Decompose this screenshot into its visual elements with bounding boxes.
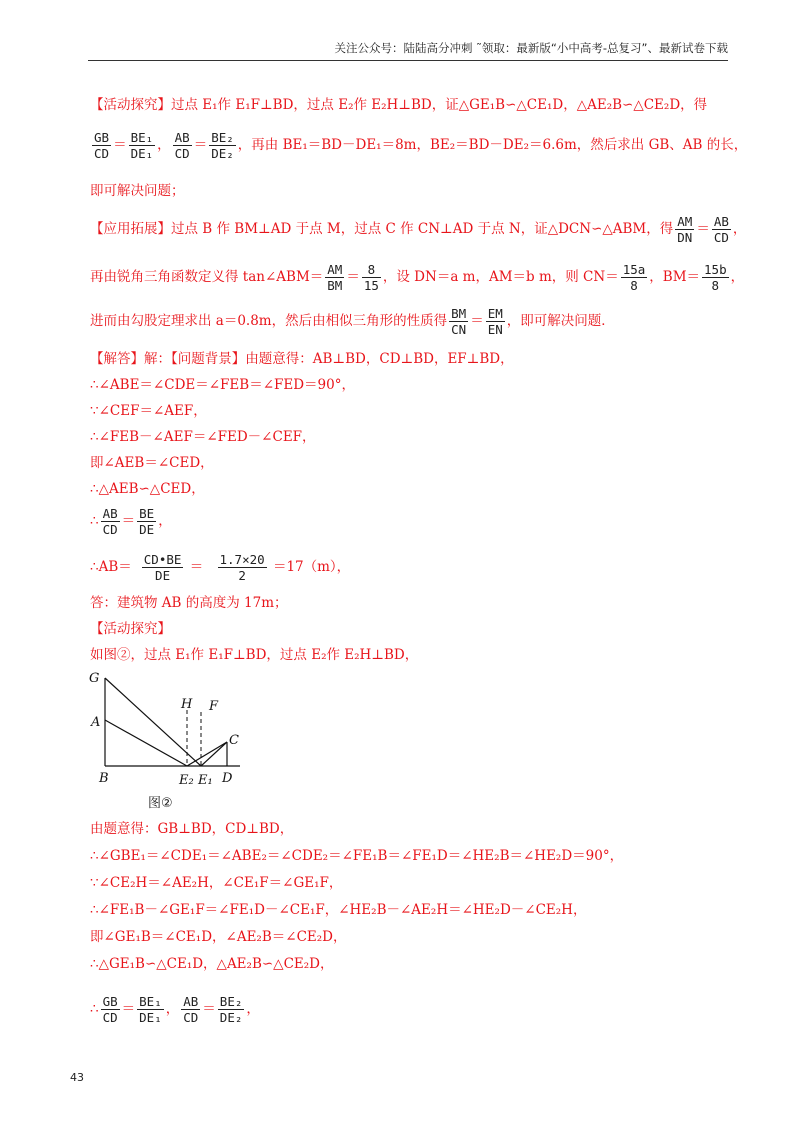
text-line: ∴△GE₁B∽△CE₁D，△AE₂B∽△CE₂D， <box>90 956 334 972</box>
ray-a-e2 <box>105 720 187 766</box>
fraction: $\frac{8}{15}$ <box>363 262 379 293</box>
text-line-fractions: 再由锐角三角函数定义得 tan∠ABM＝ $\frac{AM}{BM}$ ＝ $\frac{8}{15}$ ，设 DN＝a m，AM＝b m，则 CN＝ $\frac{15a}{8}$ ，BM＝ $\frac{15b}{8}$ ， <box>90 262 745 293</box>
text-line-fractions: ∴ $\frac{GB}{CD}$ ＝ $\frac{\text{BE₁}}{\text{DE₁}}$ ， $\frac{AB}{CD}$ ＝ $\frac{\text{BE₂}}{\text{DE₂}}$ ， <box>90 994 260 1025</box>
text-line: ∴∠FE₁B－∠GE₁F＝∠FE₁D－∠CE₁F，∠HE₂B－∠AE₂H＝∠HE₂D－∠CE₂H， <box>90 902 587 918</box>
text-line: ∴∠GBE₁＝∠CDE₁＝∠ABE₂＝∠CDE₂＝∠FE₁B＝∠FE₁D＝∠HE₂B＝∠HE₂D＝90°， <box>90 848 624 864</box>
label-a: A <box>91 715 101 730</box>
text-line: 【活动探究】 <box>90 621 171 637</box>
label-d: D <box>222 771 233 786</box>
text-line: 答：建筑物 AB 的高度为 17m； <box>90 595 288 611</box>
text-line: 即∠AEB＝∠CED， <box>90 455 214 471</box>
fraction: $\frac{AB}{CD}$ <box>174 130 190 161</box>
fraction: $\frac{CD•BE}{DE}$ <box>143 552 182 583</box>
text-line: ∵∠CEF＝∠AEF， <box>90 403 207 419</box>
text-line-fractions: $\frac{GB}{CD}$ ＝ $\frac{\text{BE₁}}{\text{DE₁}}$ ， $\frac{AB}{CD}$ ＝ $\frac{\text{BE₂}}{\text{DE₂}}$ ，再由 BE₁＝BD－DE₁＝8m，BE₂＝BD－DE₂＝6.6m，然后求出 GB、AB 的长， <box>94 130 748 161</box>
text-line-fractions: 进而由勾股定理求出 a＝0.8m，然后由相似三角形的性质得 $\frac{BM}{CN}$ ＝ $\frac{EM}{EN}$ ，即可解决问题． <box>90 306 615 337</box>
label-c: C <box>229 733 239 748</box>
fraction: $\frac{AM}{BM}$ <box>327 262 343 293</box>
text-line: 如图②，过点 E₁作 E₁F⊥BD，过点 E₂作 E₂H⊥BD， <box>90 647 419 663</box>
text-line: ∴∠FEB－∠AEF＝∠FED－∠CEF， <box>90 429 316 445</box>
text-line-fractions: 【应用拓展】过点 B 作 BM⊥AD 于点 M，过点 C 作 CN⊥AD 于点 N，证△DCN∽△ABM，得 $\frac{AM}{DN}$ ＝ $\frac{AB}{CD}$ ， <box>90 214 747 245</box>
fraction: $\frac{GB}{CD}$ <box>102 994 118 1025</box>
fraction: $\frac{AB}{CD}$ <box>183 994 199 1025</box>
fraction: $\frac{EM}{EN}$ <box>487 306 503 337</box>
text-line-fractions: ∴ $\frac{AB}{CD}$ ＝ $\frac{BE}{DE}$ ， <box>90 506 172 537</box>
fraction: $\frac{AM}{DN}$ <box>677 214 693 245</box>
label-b: B <box>99 771 109 786</box>
text-line: 【活动探究】过点 E₁作 E₁F⊥BD，过点 E₂作 E₂H⊥BD，证△GE₁B∽△CE₁D，△AE₂B∽△CE₂D，得 <box>90 97 708 113</box>
figure-caption: 图② <box>148 796 173 811</box>
text-line: ∵∠CE₂H＝∠AE₂H，∠CE₁F＝∠GE₁F， <box>90 875 343 891</box>
fraction: $\frac{BE}{DE}$ <box>139 506 155 537</box>
fraction: $\frac{AB}{CD}$ <box>102 506 118 537</box>
label-g: G <box>89 671 100 686</box>
fraction: $\frac{\text{BE₁}}{\text{DE₁}}$ <box>130 130 154 161</box>
page-number: 43 <box>70 1071 84 1084</box>
label-h: H <box>181 697 193 712</box>
fraction: $\frac{BM}{CN}$ <box>451 306 467 337</box>
label-e1: E₁ <box>198 773 213 788</box>
label-f: F <box>209 699 219 714</box>
text-line: ∴∠ABE＝∠CDE＝∠FEB＝∠FED＝90°， <box>90 377 355 393</box>
text-line: 【解答】解：【问题背景】由题意得：AB⊥BD，CD⊥BD，EF⊥BD， <box>90 351 514 367</box>
text-line: ∴△AEB∽△CED， <box>90 481 205 497</box>
geometry-figure <box>85 668 265 798</box>
fraction: $\frac{15a}{8}$ <box>622 262 646 293</box>
fraction: $\frac{AB}{CD}$ <box>713 214 729 245</box>
ray-e1-c <box>201 742 227 766</box>
text-line: 由题意得：GB⊥BD，CD⊥BD， <box>90 821 294 837</box>
text-line: 即∠GE₁B＝∠CE₁D，∠AE₂B＝∠CE₂D， <box>90 929 347 945</box>
fraction: $\frac{1.7\times 20}{2}$ <box>219 552 265 583</box>
text-line-fractions: ∴AB＝ $\frac{CD•BE}{DE}$ ＝ $\frac{1.7\times 20}{2}$ ＝17（m）， <box>90 552 351 583</box>
page-header: 关注公众号：陆陆高分冲刺 ˜领取：最新版“小中高考-总复习”、最新试卷下载 <box>88 38 728 61</box>
text-line: 即可解决问题； <box>90 183 185 199</box>
label-e2: E₂ <box>179 773 194 788</box>
ray-e2-c <box>187 742 227 766</box>
fraction: $\frac{\text{BE₁}}{\text{DE₁}}$ <box>139 994 162 1025</box>
fraction: $\frac{15b}{8}$ <box>704 262 727 293</box>
fraction: $\frac{\text{BE₂}}{\text{DE₂}}$ <box>219 994 243 1025</box>
fraction: $\frac{\text{BE₂}}{\text{DE₂}}$ <box>211 130 234 161</box>
fraction: $\frac{GB}{CD}$ <box>94 130 110 161</box>
